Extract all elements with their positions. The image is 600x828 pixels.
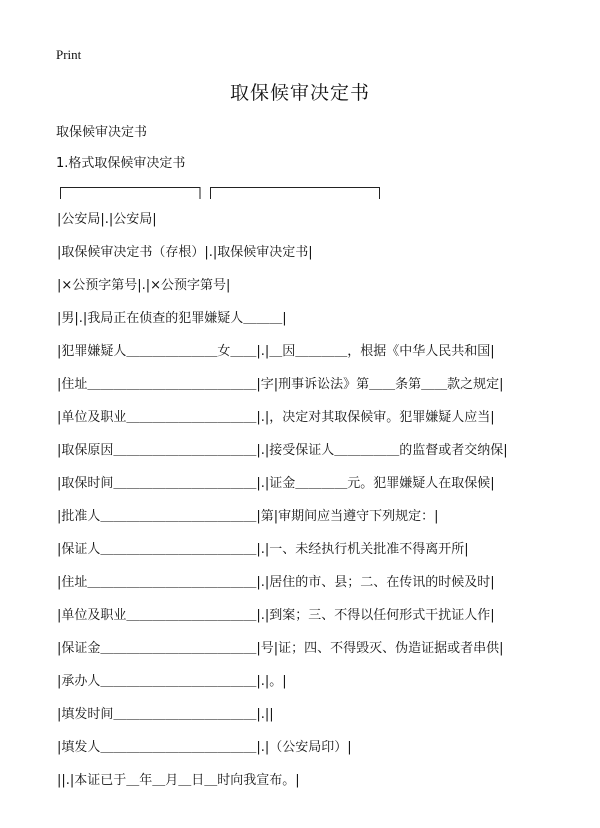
form-row: |填发时间＿＿＿＿＿＿＿＿＿＿＿|.|| [57,707,274,722]
print-label[interactable]: Print [56,47,82,62]
form-row: ||.|本证已于＿年＿月＿日＿时向我宣布。| [57,773,300,788]
form-row: |保证金＿＿＿＿＿＿＿＿＿＿＿＿|号|证；四、不得毁灭、伪造证据或者串供| [57,641,504,656]
form-row: |取保原因＿＿＿＿＿＿＿＿＿＿＿|.|接受保证人＿＿＿＿＿的监督或者交纳保| [57,443,508,458]
form-row: |取保时间＿＿＿＿＿＿＿＿＿＿＿|.|证金＿＿＿＿元。犯罪嫌疑人在取保候| [57,476,495,491]
form-row: |住址＿＿＿＿＿＿＿＿＿＿＿＿＿|字|刑事诉讼法》第＿＿条第＿＿款之规定| [57,377,504,392]
form-row: |男|.|我局正在侦查的犯罪嫌疑人＿＿＿| [57,311,287,326]
form-row: |公安局|.|公安局| [57,212,157,227]
form-row: |犯罪嫌疑人＿＿＿＿＿＿＿女＿＿|.|＿因＿＿＿＿，根据《中华人民共和国| [57,344,495,359]
form-row: |保证人＿＿＿＿＿＿＿＿＿＿＿＿|.|一、未经执行机关批准不得离开所| [57,542,469,557]
form-row: |单位及职业＿＿＿＿＿＿＿＿＿＿|.|，决定对其取保候审。犯罪嫌疑人应当| [57,410,495,425]
section-heading: 1.格式取保候审决定书 [56,156,186,171]
form-row: |住址＿＿＿＿＿＿＿＿＿＿＿＿＿|.|居住的市、县；二、在传讯的时候及时| [57,575,495,590]
document-title: 取保候审决定书 [229,82,370,104]
table-top-border [60,187,380,199]
form-row: |×公预字第号|.|×公预字第号| [57,278,231,293]
form-row: |取保候审决定书（存根）|.|取保候审决定书| [57,245,313,260]
document-subtitle: 取保候审决定书 [56,125,148,140]
form-row: |单位及职业＿＿＿＿＿＿＿＿＿＿|.|到案；三、不得以任何形式干扰证人作| [57,608,495,623]
form-row: |批准人＿＿＿＿＿＿＿＿＿＿＿＿|第|审期间应当遵守下列规定：| [57,509,439,524]
form-row: |填发人＿＿＿＿＿＿＿＿＿＿＿＿|.|（公安局印）| [57,740,352,755]
form-row: |承办人＿＿＿＿＿＿＿＿＿＿＿＿|.|。| [57,674,287,689]
